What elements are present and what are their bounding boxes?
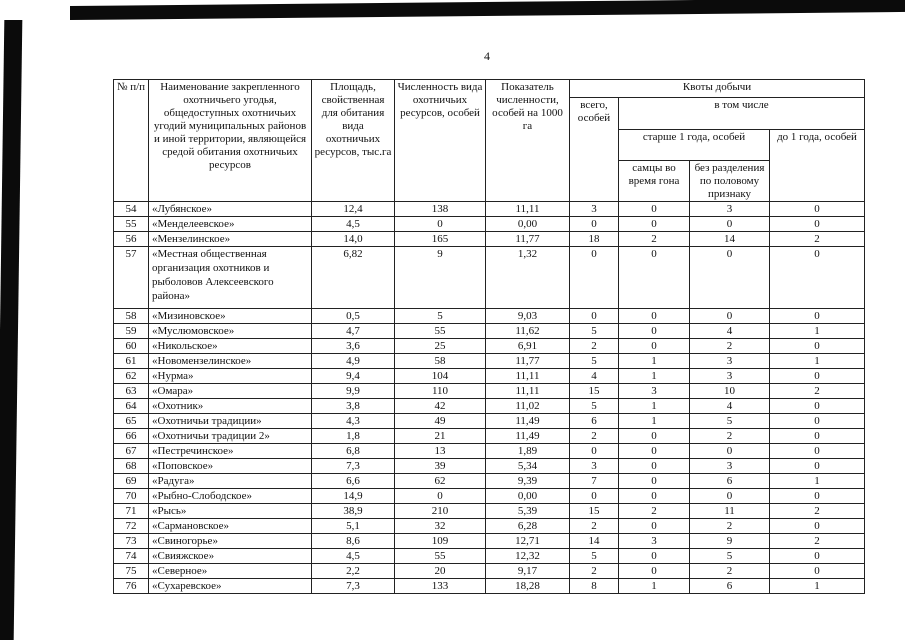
ground-name: «Поповское» — [149, 459, 312, 474]
ground-name: «Новомензелинское» — [149, 354, 312, 369]
area-cell: 7,3 — [312, 579, 395, 594]
row-number: 69 — [114, 474, 149, 489]
quota-under1-cell: 0 — [770, 217, 865, 232]
quota-total-cell: 6 — [570, 414, 619, 429]
quota-under1-cell: 2 — [770, 504, 865, 519]
row-number: 63 — [114, 384, 149, 399]
population-cell: 49 — [395, 414, 486, 429]
area-cell: 3,8 — [312, 399, 395, 414]
ground-name: «Омара» — [149, 384, 312, 399]
quota-no-sex-cell: 4 — [690, 324, 770, 339]
population-cell: 62 — [395, 474, 486, 489]
table-row — [114, 504, 865, 519]
table-row — [114, 534, 865, 549]
quota-no-sex-cell: 3 — [690, 369, 770, 384]
quota-no-sex-cell: 6 — [690, 474, 770, 489]
quota-total-cell: 7 — [570, 474, 619, 489]
table-row — [114, 399, 865, 414]
quota-total-cell: 2 — [570, 564, 619, 579]
quota-males-rut-cell: 0 — [619, 324, 690, 339]
row-number: 62 — [114, 369, 149, 384]
density-cell: 0,00 — [486, 489, 570, 504]
table-row — [114, 459, 865, 474]
quota-no-sex-cell: 10 — [690, 384, 770, 399]
quota-males-rut-cell: 1 — [619, 414, 690, 429]
population-cell: 55 — [395, 324, 486, 339]
row-number: 71 — [114, 504, 149, 519]
quota-under1-cell: 0 — [770, 414, 865, 429]
quota-males-rut-cell: 0 — [619, 444, 690, 459]
area-cell: 4,5 — [312, 217, 395, 232]
table-row — [114, 519, 865, 534]
quota-males-rut-cell: 1 — [619, 369, 690, 384]
row-number: 73 — [114, 534, 149, 549]
quota-under1-cell: 2 — [770, 384, 865, 399]
header-population: Численность вида охотничьих ресурсов, особей — [395, 80, 486, 202]
quota-total-cell: 4 — [570, 369, 619, 384]
scan-edge-top — [70, 0, 905, 20]
quota-no-sex-cell: 0 — [690, 309, 770, 324]
area-cell: 8,6 — [312, 534, 395, 549]
density-cell: 11,77 — [486, 354, 570, 369]
quota-under1-cell: 0 — [770, 459, 865, 474]
area-cell: 1,8 — [312, 429, 395, 444]
quota-no-sex-cell: 5 — [690, 549, 770, 564]
table-row — [114, 549, 865, 564]
population-cell: 42 — [395, 399, 486, 414]
population-cell: 25 — [395, 339, 486, 354]
quota-total-cell: 2 — [570, 519, 619, 534]
population-cell: 210 — [395, 504, 486, 519]
row-number: 61 — [114, 354, 149, 369]
quota-no-sex-cell: 0 — [690, 247, 770, 309]
density-cell: 11,49 — [486, 429, 570, 444]
row-number: 64 — [114, 399, 149, 414]
quota-no-sex-cell: 3 — [690, 459, 770, 474]
row-number: 65 — [114, 414, 149, 429]
quota-under1-cell: 0 — [770, 247, 865, 309]
quota-under1-cell: 1 — [770, 579, 865, 594]
header-num: № п/п — [114, 80, 149, 202]
ground-name: «Охотничьи традиции» — [149, 414, 312, 429]
ground-name: «Муслюмовское» — [149, 324, 312, 339]
population-cell: 0 — [395, 489, 486, 504]
area-cell: 14,9 — [312, 489, 395, 504]
quota-no-sex-cell: 2 — [690, 339, 770, 354]
header-area: Площадь, свойственная для обитания вида охотничьих ресурсов, тыс.га — [312, 80, 395, 202]
area-cell: 38,9 — [312, 504, 395, 519]
population-cell: 110 — [395, 384, 486, 399]
quota-no-sex-cell: 0 — [690, 444, 770, 459]
quota-under1-cell: 0 — [770, 369, 865, 384]
header-males-rut: самцы во время гона — [619, 161, 690, 202]
area-cell: 7,3 — [312, 459, 395, 474]
population-cell: 21 — [395, 429, 486, 444]
quota-no-sex-cell: 5 — [690, 414, 770, 429]
ground-name: «Сармановское» — [149, 519, 312, 534]
quota-total-cell: 18 — [570, 232, 619, 247]
header-name: Наименование закрепленного охотничьего угодья, общедоступных охотничьих угодий муниципальных районов и иной территории, являющейся средой обитания охотничьих ресурсов — [149, 80, 312, 202]
quota-males-rut-cell: 0 — [619, 474, 690, 489]
density-cell: 12,32 — [486, 549, 570, 564]
density-cell: 11,77 — [486, 232, 570, 247]
quota-no-sex-cell: 11 — [690, 504, 770, 519]
quota-males-rut-cell: 3 — [619, 534, 690, 549]
row-number: 67 — [114, 444, 149, 459]
ground-name: «Менделеевское» — [149, 217, 312, 232]
quota-under1-cell: 1 — [770, 324, 865, 339]
row-number: 60 — [114, 339, 149, 354]
density-cell: 9,39 — [486, 474, 570, 489]
quota-under1-cell: 1 — [770, 474, 865, 489]
area-cell: 3,6 — [312, 339, 395, 354]
quota-under1-cell: 0 — [770, 519, 865, 534]
population-cell: 109 — [395, 534, 486, 549]
population-cell: 104 — [395, 369, 486, 384]
table-row — [114, 384, 865, 399]
ground-name: «Рыбно-Слободское» — [149, 489, 312, 504]
table-row — [114, 324, 865, 339]
quota-males-rut-cell: 0 — [619, 309, 690, 324]
ground-name: «Пестречинское» — [149, 444, 312, 459]
quota-males-rut-cell: 0 — [619, 339, 690, 354]
quota-no-sex-cell: 3 — [690, 202, 770, 217]
ground-name: «Мизиновское» — [149, 309, 312, 324]
quota-males-rut-cell: 0 — [619, 429, 690, 444]
density-cell: 11,49 — [486, 414, 570, 429]
quota-no-sex-cell: 2 — [690, 519, 770, 534]
quota-no-sex-cell: 4 — [690, 399, 770, 414]
quota-no-sex-cell: 2 — [690, 564, 770, 579]
density-cell: 1,89 — [486, 444, 570, 459]
page-number: 4 — [484, 49, 490, 63]
quota-under1-cell: 2 — [770, 232, 865, 247]
population-cell: 165 — [395, 232, 486, 247]
row-number: 74 — [114, 549, 149, 564]
quota-total-cell: 3 — [570, 202, 619, 217]
quota-no-sex-cell: 6 — [690, 579, 770, 594]
quota-total-cell: 5 — [570, 399, 619, 414]
quota-no-sex-cell: 0 — [690, 489, 770, 504]
row-number: 76 — [114, 579, 149, 594]
population-cell: 55 — [395, 549, 486, 564]
area-cell: 9,9 — [312, 384, 395, 399]
ground-name: «Радуга» — [149, 474, 312, 489]
density-cell: 5,34 — [486, 459, 570, 474]
quota-total-cell: 8 — [570, 579, 619, 594]
quota-under1-cell: 0 — [770, 309, 865, 324]
header-no-sex: без разделения по половому признаку — [690, 161, 770, 202]
table-row — [114, 489, 865, 504]
quota-no-sex-cell: 14 — [690, 232, 770, 247]
header-total: всего, особей — [570, 98, 619, 202]
population-cell: 58 — [395, 354, 486, 369]
ground-name: «Охотник» — [149, 399, 312, 414]
population-cell: 20 — [395, 564, 486, 579]
ground-name: «Никольское» — [149, 339, 312, 354]
header-older: старше 1 года, особей — [619, 129, 770, 161]
quota-total-cell: 0 — [570, 217, 619, 232]
quota-males-rut-cell: 0 — [619, 519, 690, 534]
ground-name: «Сухаревское» — [149, 579, 312, 594]
header-under1: до 1 года, особей — [770, 129, 865, 202]
area-cell: 6,82 — [312, 247, 395, 309]
header-density: Показатель численности, особей на 1000 га — [486, 80, 570, 202]
quota-under1-cell: 0 — [770, 399, 865, 414]
ground-name: «Мензелинское» — [149, 232, 312, 247]
table-row — [114, 444, 865, 459]
quota-males-rut-cell: 2 — [619, 504, 690, 519]
table-row — [114, 564, 865, 579]
density-cell: 11,62 — [486, 324, 570, 339]
quota-total-cell: 14 — [570, 534, 619, 549]
row-number: 58 — [114, 309, 149, 324]
table-row — [114, 414, 865, 429]
row-number: 72 — [114, 519, 149, 534]
quota-under1-cell: 0 — [770, 444, 865, 459]
quota-males-rut-cell: 0 — [619, 202, 690, 217]
quota-total-cell: 3 — [570, 459, 619, 474]
ground-name: «Свияжское» — [149, 549, 312, 564]
quota-males-rut-cell: 0 — [619, 489, 690, 504]
quota-males-rut-cell: 0 — [619, 564, 690, 579]
row-number: 59 — [114, 324, 149, 339]
table-row — [114, 369, 865, 384]
area-cell: 12,4 — [312, 202, 395, 217]
density-cell: 11,11 — [486, 369, 570, 384]
ground-name: «Рысь» — [149, 504, 312, 519]
area-cell: 4,5 — [312, 549, 395, 564]
quota-total-cell: 5 — [570, 324, 619, 339]
quota-total-cell: 0 — [570, 309, 619, 324]
quota-total-cell: 5 — [570, 549, 619, 564]
row-number: 54 — [114, 202, 149, 217]
quota-total-cell: 15 — [570, 504, 619, 519]
population-cell: 138 — [395, 202, 486, 217]
table-row — [114, 247, 865, 309]
population-cell: 13 — [395, 444, 486, 459]
density-cell: 11,02 — [486, 399, 570, 414]
quota-males-rut-cell: 3 — [619, 384, 690, 399]
quota-under1-cell: 0 — [770, 489, 865, 504]
quota-males-rut-cell: 1 — [619, 399, 690, 414]
table-row — [114, 429, 865, 444]
density-cell: 0,00 — [486, 217, 570, 232]
quota-total-cell: 0 — [570, 489, 619, 504]
area-cell: 6,6 — [312, 474, 395, 489]
area-cell: 0,5 — [312, 309, 395, 324]
row-number: 66 — [114, 429, 149, 444]
header-quotas: Квоты добычи — [570, 80, 865, 98]
quota-males-rut-cell: 1 — [619, 579, 690, 594]
scan-edge-left — [0, 20, 22, 640]
quota-under1-cell: 0 — [770, 339, 865, 354]
density-cell: 6,28 — [486, 519, 570, 534]
quota-no-sex-cell: 0 — [690, 217, 770, 232]
table-row — [114, 339, 865, 354]
density-cell: 6,91 — [486, 339, 570, 354]
ground-name: «Свиногорье» — [149, 534, 312, 549]
quota-males-rut-cell: 0 — [619, 459, 690, 474]
table-row — [114, 202, 865, 217]
row-number: 75 — [114, 564, 149, 579]
table-row — [114, 232, 865, 247]
table-row — [114, 579, 865, 594]
table-row — [114, 354, 865, 369]
row-number: 68 — [114, 459, 149, 474]
area-cell: 14,0 — [312, 232, 395, 247]
population-cell: 9 — [395, 247, 486, 309]
table-row — [114, 474, 865, 489]
density-cell: 5,39 — [486, 504, 570, 519]
area-cell: 2,2 — [312, 564, 395, 579]
ground-name: «Лубянское» — [149, 202, 312, 217]
population-cell: 32 — [395, 519, 486, 534]
quota-males-rut-cell: 0 — [619, 549, 690, 564]
quota-under1-cell: 0 — [770, 429, 865, 444]
quota-total-cell: 15 — [570, 384, 619, 399]
area-cell: 6,8 — [312, 444, 395, 459]
ground-name: «Местная общественная организация охотников и рыболовов Алексеевского района» — [149, 247, 312, 309]
quota-males-rut-cell: 0 — [619, 217, 690, 232]
ground-name: «Охотничьи традиции 2» — [149, 429, 312, 444]
density-cell: 12,71 — [486, 534, 570, 549]
quota-no-sex-cell: 9 — [690, 534, 770, 549]
quota-no-sex-cell: 2 — [690, 429, 770, 444]
density-cell: 11,11 — [486, 202, 570, 217]
density-cell: 9,17 — [486, 564, 570, 579]
area-cell: 4,9 — [312, 354, 395, 369]
quota-total-cell: 0 — [570, 444, 619, 459]
header-including: в том числе — [619, 98, 865, 130]
quota-total-cell: 5 — [570, 354, 619, 369]
quota-males-rut-cell: 1 — [619, 354, 690, 369]
density-cell: 9,03 — [486, 309, 570, 324]
quota-under1-cell: 0 — [770, 202, 865, 217]
population-cell: 39 — [395, 459, 486, 474]
table-row — [114, 309, 865, 324]
quota-under1-cell: 0 — [770, 549, 865, 564]
quota-total-cell: 2 — [570, 429, 619, 444]
population-cell: 0 — [395, 217, 486, 232]
quota-no-sex-cell: 3 — [690, 354, 770, 369]
row-number: 55 — [114, 217, 149, 232]
quota-males-rut-cell: 0 — [619, 247, 690, 309]
ground-name: «Нурма» — [149, 369, 312, 384]
area-cell: 4,3 — [312, 414, 395, 429]
density-cell: 1,32 — [486, 247, 570, 309]
quota-table — [113, 79, 865, 594]
quota-under1-cell: 2 — [770, 534, 865, 549]
quota-total-cell: 0 — [570, 247, 619, 309]
quota-total-cell: 2 — [570, 339, 619, 354]
row-number: 70 — [114, 489, 149, 504]
table-row — [114, 217, 865, 232]
population-cell: 5 — [395, 309, 486, 324]
row-number: 56 — [114, 232, 149, 247]
quota-males-rut-cell: 2 — [619, 232, 690, 247]
quota-under1-cell: 1 — [770, 354, 865, 369]
ground-name: «Северное» — [149, 564, 312, 579]
row-number: 57 — [114, 247, 149, 309]
population-cell: 133 — [395, 579, 486, 594]
area-cell: 5,1 — [312, 519, 395, 534]
area-cell: 4,7 — [312, 324, 395, 339]
area-cell: 9,4 — [312, 369, 395, 384]
quota-under1-cell: 0 — [770, 564, 865, 579]
density-cell: 11,11 — [486, 384, 570, 399]
density-cell: 18,28 — [486, 579, 570, 594]
